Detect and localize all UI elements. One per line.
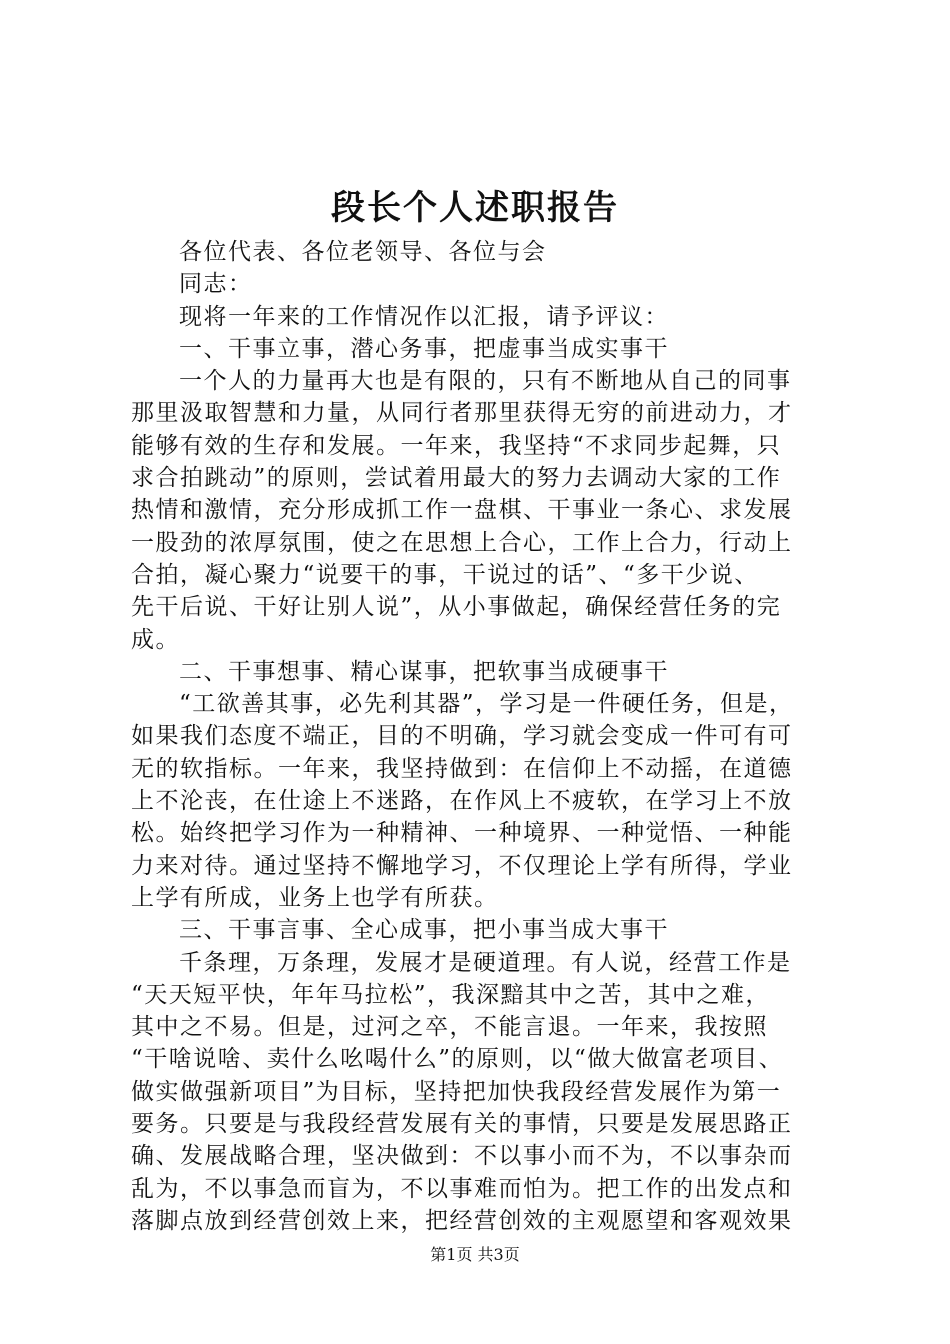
text-line: 松。始终把学习作为一种精神、一种境界、一种觉悟、一种能 bbox=[131, 820, 793, 847]
text-line: 一股劲的浓厚氛围，使之在思想上合心，工作上合力，行动上 bbox=[131, 529, 793, 556]
text-line: 乱为，不以事急而盲为，不以事难而怕为。把工作的出发点和 bbox=[131, 1175, 793, 1202]
text-line: 做实做强新项目”为目标，坚持把加快我段经营发展作为第一 bbox=[131, 1078, 782, 1105]
text-line: 千条理，万条理，发展才是硬道理。有人说，经营工作是 bbox=[179, 949, 792, 976]
text-line: 落脚点放到经营创效上来，把经营创效的主观愿望和客观效果 bbox=[131, 1207, 793, 1234]
text-line: 二、干事想事、精心谋事，把软事当成硬事干 bbox=[179, 658, 669, 685]
text-line: 一个人的力量再大也是有限的，只有不断地从自己的同事 bbox=[179, 368, 792, 395]
page-footer: 第1页 共3页 bbox=[430, 1245, 520, 1264]
text-line: “天天短平快，年年马拉松”，我深黯其中之苦，其中之难， bbox=[131, 981, 771, 1008]
text-line: 现将一年来的工作情况作以汇报，请予评议： bbox=[179, 303, 669, 330]
text-line: 一、干事立事，潜心务事，把虚事当成实事干 bbox=[179, 335, 669, 362]
text-line: 能够有效的生存和发展。一年来，我坚持“不求同步起舞，只 bbox=[131, 432, 782, 459]
text-line: 三、干事言事、全心成事，把小事当成大事干 bbox=[179, 917, 669, 944]
document-title: 段长个人述职报告 bbox=[331, 188, 619, 228]
text-line: 力来对待。通过坚持不懈地学习，不仅理论上学有所得，学业 bbox=[131, 852, 793, 879]
text-line: 那里汲取智慧和力量，从同行者那里获得无穷的前进动力，才 bbox=[131, 400, 793, 427]
text-line: 上不沦丧，在仕途上不迷路，在作风上不疲软，在学习上不放 bbox=[131, 788, 793, 815]
document-body bbox=[131, 236, 841, 1237]
text-line: 合拍，凝心聚力“说要干的事，干说过的话”、“多干少说、 bbox=[131, 561, 759, 588]
text-line: 各位代表、各位老领导、各位与会 bbox=[179, 239, 547, 265]
text-line: 同志： bbox=[179, 271, 253, 298]
text-line: 上学有所成，业务上也学有所获。 bbox=[131, 884, 499, 911]
text-line: 要务。只要是与我段经营发展有关的事情，只要是发展思路正 bbox=[131, 1111, 793, 1138]
text-line: 先干后说、干好让别人说”，从小事做起，确保经营任务的完 bbox=[131, 594, 782, 621]
text-line: “工欲善其事，必先利其器”，学习是一件硬任务，但是， bbox=[179, 691, 794, 718]
text-line: 确、发展战略合理，坚决做到：不以事小而不为，不以事杂而 bbox=[131, 1143, 793, 1170]
text-line: 其中之不易。但是，过河之卒，不能言退。一年来，我按照 bbox=[131, 1014, 768, 1041]
text-line: “干啥说啥、卖什么吆喝什么”的原则，以“做大做富老项目、 bbox=[131, 1046, 784, 1073]
text-line: 如果我们态度不端正，目的不明确，学习就会变成一件可有可 bbox=[131, 723, 793, 750]
text-line: 热情和激情，充分形成抓工作一盘棋、干事业一条心、求发展 bbox=[131, 497, 793, 524]
text-line: 成。 bbox=[131, 626, 180, 653]
text-line: 求合拍跳动”的原则，尝试着用最大的努力去调动大家的工作 bbox=[131, 465, 782, 492]
text-line: 无的软指标。一年来，我坚持做到：在信仰上不动摇，在道德 bbox=[131, 755, 793, 782]
